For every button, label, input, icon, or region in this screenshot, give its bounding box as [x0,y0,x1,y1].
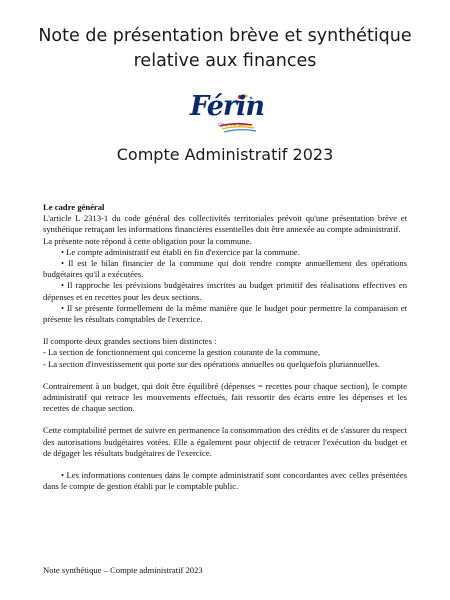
bullet-item: • Il est le bilan financier de la commune qui doit rendre compte annuellement des opérations budgétaires qu'il a exécutées. [43,258,407,280]
bullet-item: • Le compte administratif est établi en fin d'exercice par la commune. [61,246,300,257]
logo-wordmark: Férin [190,91,264,122]
title-line-2: relative aux finances [133,51,317,71]
list-item-fonctionnement: - La section de fonctionnement qui concerne la gestion courante de la commune, [43,347,321,358]
ferin-logo [190,92,266,136]
page-footer: Note synthétique – Compte administratif 2023 [43,565,203,575]
paragraph-article: L'article L 2313-1 du code général des collectivités territoriales prévoit qu'une présentation brève et synthétique retraçant les informations financières essentielles doit être annexée au compte administratif. [43,213,407,235]
section-heading: Le cadre général [43,202,105,212]
document-title [20,24,430,74]
bullet-item: • Les informations contenues dans le compte administratif sont concordantes avec celles présentées dans le compte de gestion établi par le comptable public. [43,470,407,492]
paragraph-sections-intro: Il comporte deux grandes sections bien distinctes : [43,336,217,347]
paragraph-obligation: La présente note répond à cette obligation pour la commune. [43,235,252,246]
bullet-item: • Il rapproche les prévisions budgétaires inscrites au budget primitif des réalisations effectives en dépenses et en recettes pour les deux sections. [43,280,407,302]
logo-tagline: On y est bien [218,123,248,128]
list-item-investissement: - La section d'investissement qui porte sur des opérations annuelles ou quelquefois pluriannuelles. [43,358,380,369]
document-subtitle: Compte Administratif 2023 [116,145,334,164]
paragraph-contrairement: Contrairement à un budget, qui doit être équilibré (dépenses = recettes pour chaque section), le compte administratif qui retrace les mouvements effectués, fait ressortir des écarts entre les dépenses et les recettes de chaque section. [43,380,407,414]
document-body [43,202,407,492]
paragraph-comptabilite: Cette comptabilité permet de suivre en permanence la consommation des crédits et de s'assurer du respect des autorisations budgétaires votées. Elle a également pour objectif de retracer l'exécution du budget et de dégager les résultats budgétaires de l'exercice. [43,425,407,458]
bullet-item: • Il se présente formellement de la même manière que le budget pour permettre la comparaison et présente les résultats comptables de l'exercice. [43,302,407,325]
title-line-1: Note de présentation brève et synthétique [38,26,412,46]
